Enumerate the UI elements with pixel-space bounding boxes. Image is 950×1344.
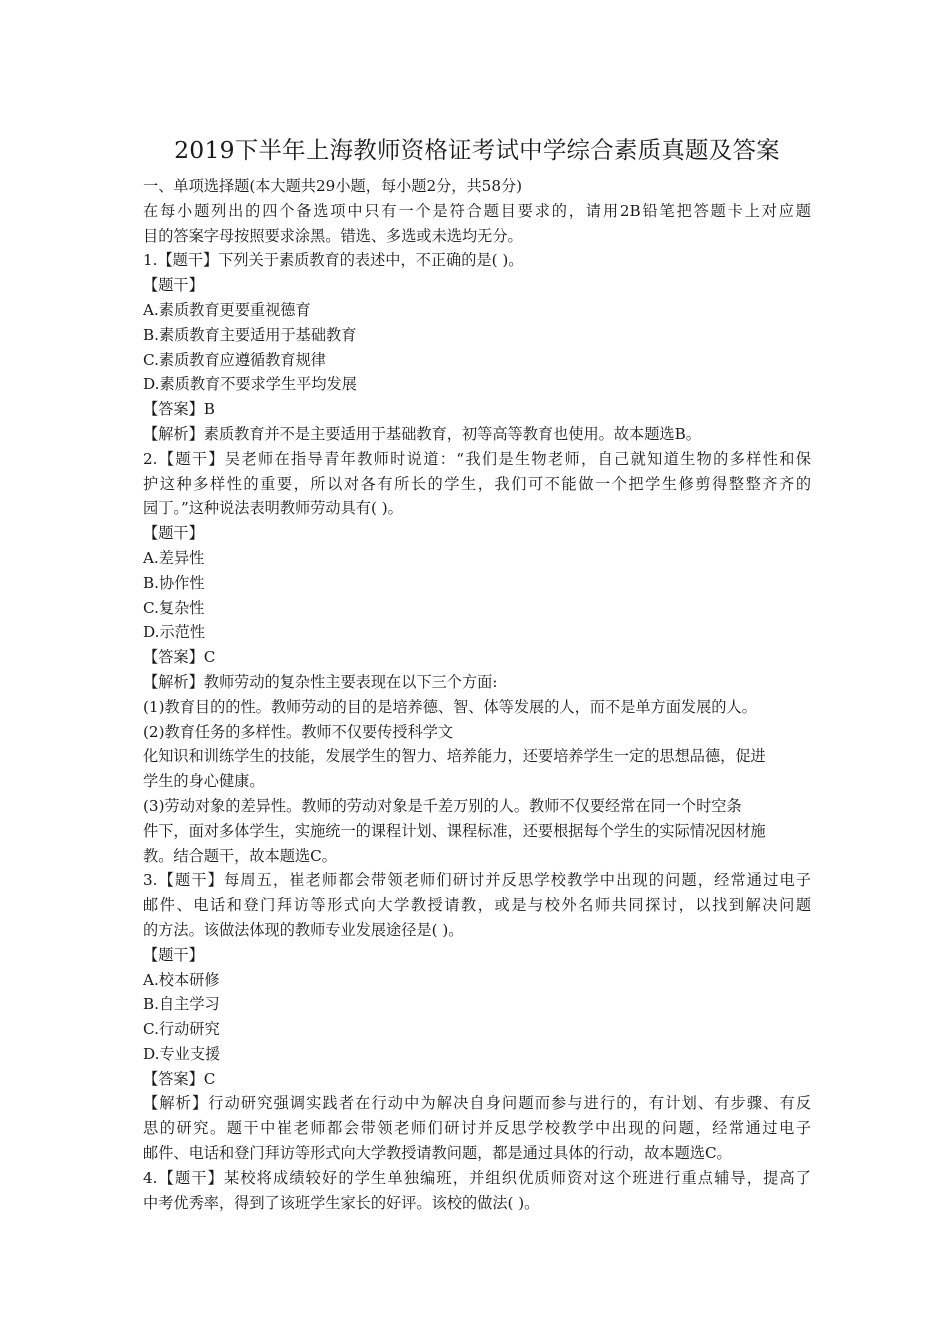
stem-line: 2.【题干】吴老师在指导青年教师时说道：“我们是生物老师，自己就知道生物的多样性和保 <box>143 449 811 468</box>
question-2-option-b: B.协作性 <box>143 573 205 592</box>
question-1-analysis: 【解析】素质教育并不是主要适用于基础教育，初等高等教育也使用。故本题选B。 <box>143 424 701 443</box>
question-3-label: 【题干】 <box>143 945 204 964</box>
question-3-answer: 【答案】C <box>143 1069 216 1088</box>
question-3-option-d: D.专业支援 <box>143 1044 221 1063</box>
question-4-stem <box>143 1166 811 1216</box>
section-heading: 一、单项选择题(本大题共29小题，每小题2分，共58分) <box>143 177 523 195</box>
question-1-label: 【题干】 <box>143 276 204 295</box>
question-1-option-a: A.素质教育更要重视德育 <box>143 300 311 319</box>
stem-line: 的方法。该做法体现的教师专业发展途径是( )。 <box>143 920 464 939</box>
stem-line: 3.【题干】每周五，崔老师都会带领老师们研讨并反思学校教学中出现的问题，经常通过电子 <box>143 871 811 890</box>
question-2-analysis <box>143 670 811 868</box>
question-1-option-b: B.素质教育主要适用于基础教育 <box>143 325 357 344</box>
question-3-stem <box>143 868 811 942</box>
question-2-option-a: A.差异性 <box>143 548 205 567</box>
analysis-line: 教。结合题干，故本题选C。 <box>143 846 337 865</box>
instruction-line: 在每小题列出的四个备选项中只有一个是符合题目要求的，请用2B铅笔把答题卡上对应题 <box>143 201 811 220</box>
analysis-line: 【解析】教师劳动的复杂性主要表现在以下三个方面: <box>143 672 498 691</box>
question-2-label: 【题干】 <box>143 524 204 543</box>
analysis-line: 思的研究。题干中崔老师都会带领老师们研讨并反思学校教学中出现的问题，经常通过电子 <box>143 1119 811 1138</box>
question-1-stem: 1.【题干】下列关于素质教育的表述中，不正确的是( )。 <box>143 251 524 270</box>
stem-line: 邮件、电话和登门拜访等形式向大学教授请教，或是与校外名师共同探讨，以找到解决问题 <box>143 896 811 915</box>
question-3-option-b: B.自主学习 <box>143 995 220 1014</box>
question-1-answer: 【答案】B <box>143 400 215 419</box>
analysis-line: (3)劳动对象的差异性。教师的劳动对象是千差万别的人。教师不仅要经常在同一个时空条 <box>143 796 742 815</box>
stem-line: 园丁。”这种说法表明教师劳动具有( )。 <box>143 499 403 518</box>
question-2-option-d: D.示范性 <box>143 623 206 642</box>
question-2-stem <box>143 447 811 521</box>
question-3-analysis <box>143 1091 811 1165</box>
stem-line: 中考优秀率，得到了该班学生家长的好评。该校的做法( )。 <box>143 1193 540 1212</box>
analysis-line: 学生的身心健康。 <box>143 772 265 791</box>
analysis-line: (2)教育任务的多样性。教师不仅要传授科学文 <box>143 722 454 741</box>
question-3-option-c: C.行动研究 <box>143 1020 220 1039</box>
analysis-line: (1)教育目的的性。教师劳动的目的是培养德、智、体等发展的人，而不是单方面发展的人。 <box>143 697 757 716</box>
analysis-line: 邮件、电话和登门拜访等形式向大学教授请教问题，都是通过具体的行动，故本题选C。 <box>143 1144 732 1163</box>
stem-line: 护这种多样性的重要，所以对各有所长的学生，我们可不能做一个把学生修剪得整整齐齐的 <box>143 474 811 493</box>
analysis-line: 化知识和训练学生的技能，发展学生的智力、培养能力，还要培养学生一定的思想品德，促进 <box>143 747 766 766</box>
document-page <box>143 130 811 1215</box>
question-1-option-d: D.素质教育不要求学生平均发展 <box>143 375 357 394</box>
question-3-option-a: A.校本研修 <box>143 970 220 989</box>
question-2-answer: 【答案】C <box>143 648 216 667</box>
stem-line: 4.【题干】某校将成绩较好的学生单独编班，并组织优质师资对这个班进行重点辅导，提高了 <box>143 1168 811 1187</box>
section-instructions <box>143 199 811 249</box>
document-title: 2019下半年上海教师资格证考试中学综合素质真题及答案 <box>174 136 780 164</box>
analysis-line: 【解析】行动研究强调实践者在行动中为解决自身问题而参与进行的，有计划、有步骤、有反 <box>143 1094 811 1113</box>
analysis-line: 件下，面对多体学生，实施统一的课程计划、课程标准，还要根据每个学生的实际情况因材施 <box>143 821 766 840</box>
instruction-line: 目的答案字母按照要求涂黑。错选、多选或未选均无分。 <box>143 226 523 245</box>
question-1-option-c: C.素质教育应遵循教育规律 <box>143 350 326 369</box>
question-2-option-c: C.复杂性 <box>143 598 205 617</box>
